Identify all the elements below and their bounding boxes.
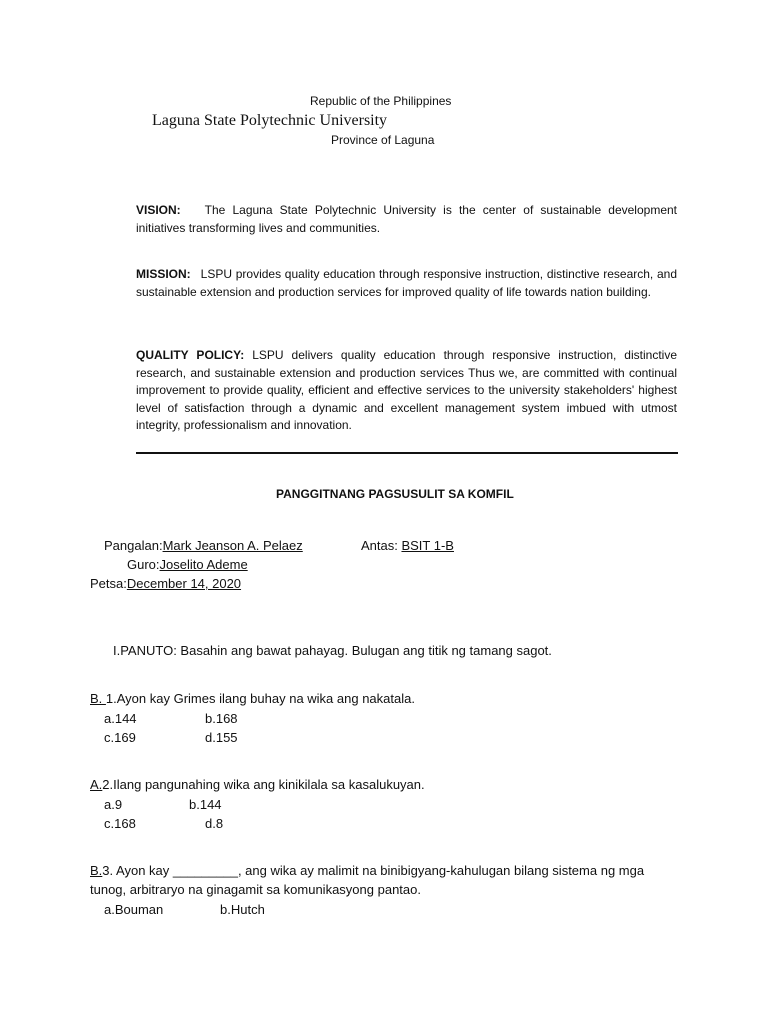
quality-policy-paragraph [136, 347, 677, 435]
teacher-label: Guro: [127, 557, 160, 572]
q1-option-c: c.169 [104, 730, 136, 745]
republic-line: Republic of the Philippines [310, 94, 452, 108]
q1-option-d: d.155 [205, 730, 238, 745]
question-1-answer: B. [90, 691, 106, 706]
q3-option-b: b.Hutch [220, 902, 265, 917]
question-1-text: 1.Ayon kay Grimes ilang buhay na wika ang nakatala. [105, 691, 415, 706]
question-2 [90, 777, 425, 792]
mission-text: LSPU provides quality education through responsive instruction, distinctive research, and sustainable extension and production services for improved quality of life towards nation building. [136, 267, 677, 299]
teacher-row [127, 557, 248, 572]
question-2-answer: A. [90, 777, 103, 792]
name-row [104, 538, 303, 553]
name-value: Mark Jeanson A. Pelaez [162, 538, 303, 553]
q3-option-a: a.Bouman [104, 902, 164, 917]
grade-row [361, 538, 454, 553]
province-line: Province of Laguna [331, 133, 435, 147]
grade-label: Antas: [361, 538, 402, 553]
question-2-text: 2.Ilang pangunahing wika ang kinikilala sa kasalukuyan. [102, 777, 425, 792]
teacher-value: Joselito Ademe [159, 557, 248, 572]
question-3-text-line2: tunog, arbitraryo na ginagamit sa komunikasyong pantao. [90, 882, 421, 897]
question-3-answer: B. [90, 863, 103, 878]
q2-option-a: a.9 [104, 797, 123, 812]
quality-policy-text: LSPU delivers quality education through responsive instruction, distinctive research, and sustainable extension and production services Thus we, are committed with continual improvement to provide quality, efficient and effective services to the university stakeholders' highest level of satisfaction through a dynamic and excellent management system imbued with utmost integrity, professionalism and innovation. [136, 348, 677, 432]
question-3-text-line1: 3. Ayon kay _________, ang wika ay malimit na binibigyang-kahulugan bilang sistema ng mga [102, 863, 645, 878]
mission-label: MISSION: [136, 267, 191, 281]
vision-label: VISION: [136, 203, 181, 217]
q1-option-b: b.168 [205, 711, 238, 726]
date-row [90, 576, 241, 591]
grade-value: BSIT 1-B [401, 538, 454, 553]
question-3-line-1 [90, 863, 677, 878]
date-value: December 14, 2020 [126, 576, 242, 591]
university-name: Laguna State Polytechnic University [152, 112, 388, 129]
mission-paragraph [136, 266, 677, 301]
divider-line [136, 452, 678, 454]
date-label: Petsa: [90, 576, 127, 591]
name-label: Pangalan: [104, 538, 163, 553]
vision-paragraph [136, 202, 677, 237]
exam-title: PANGGITNANG PAGSUSULIT SA KOMFIL [276, 487, 514, 501]
instructions: I.PANUTO: Basahin ang bawat pahayag. Bulugan ang titik ng tamang sagot. [113, 643, 552, 658]
q1-option-a: a.144 [104, 711, 137, 726]
q2-option-c: c.168 [104, 816, 136, 831]
question-1 [90, 691, 415, 706]
q2-option-d: d.8 [205, 816, 224, 831]
quality-policy-label: QUALITY POLICY: [136, 348, 245, 362]
q2-option-b: b.144 [189, 797, 222, 812]
vision-text: The Laguna State Polytechnic University is the center of sustainable development initiatives transforming lives and communities. [136, 203, 677, 235]
